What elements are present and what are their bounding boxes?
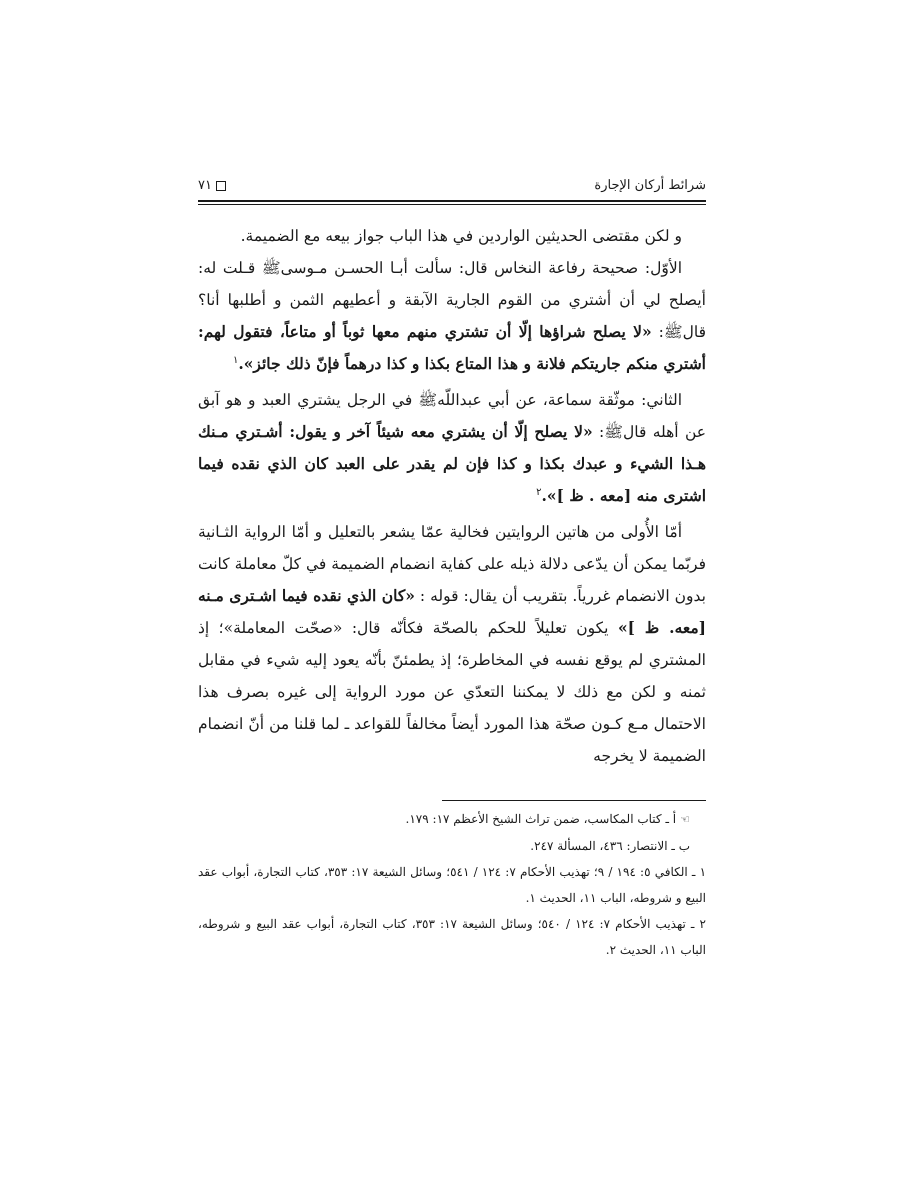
paragraph-text: الأوّل: صحيحة رفاعة النخاس قال: سألت أبـا الحسـن مـوسىﷺ قـلت له: أيصلح لي أن أشتري من القوم الجارية الآبقة و أعطيهم الثمن و أطلبها أنا؟ قالﷺ: <box>198 259 706 341</box>
footnote <box>198 806 706 833</box>
hadith-quote: «كان الذي نقده فيما اشـترى مـنه [معه. ظ ]» <box>198 586 707 637</box>
footnote: ١ ـ الكافي ٥: ١٩٤ / ٩؛ تهذيب الأحكام ٧: ١٢٤ / ٥٤١؛ وسائل الشيعة ١٧: ٣٥٣، كتاب التجارة، أبواب عقد البيع و شروطه، الباب ١١، الحديث ١. <box>198 865 707 905</box>
square-icon <box>216 181 226 191</box>
footnote-ref: ٢ <box>536 486 542 498</box>
paragraph <box>198 516 706 772</box>
header-rule-thin <box>198 204 706 205</box>
body-text <box>198 220 706 772</box>
page-header <box>198 172 706 198</box>
running-title: شرائط أركان الإجارة <box>594 178 706 193</box>
footnote: ٢ ـ تهذيب الأحكام ٧: ١٢٤ / ٥٤٠؛ وسائل الشيعة ١٧: ٣٥٣، كتاب التجارة، أبواب عقد البيع و شروطه، الباب ١١، الحديث ٢. <box>198 917 706 957</box>
paragraph-text: الثاني: موثّقة سماعة، عن أبي عبداللّهﷺ في الرجل يشتري العبد و هو آبق عن أهله قالﷺ: <box>198 391 707 441</box>
header-rule-thick <box>198 200 706 202</box>
footnote-separator <box>442 800 706 801</box>
paragraph: و لكن مقتضى الحديثين الواردين في هذا الباب جواز بيعه مع الضميمة. <box>240 227 682 245</box>
page-number-block <box>198 178 226 193</box>
pointing-hand-icon: ☜ <box>680 813 690 826</box>
hadith-quote: «لا يصلح شراؤها إلّا أن تشتري منهم معها ثوباً أو متاعاً، فتقول لهم: أشتري منكم جاريتكم فلانة و هذا المتاع بكذا و كذا درهماً فإنّ ذلك جائز». <box>198 322 706 373</box>
page-number: ٧١ <box>198 178 212 193</box>
footnote-text: أ ـ كتاب المكاسب، ضمن تراث الشيخ الأعظم ١٧: ١٧٩. <box>405 812 677 826</box>
paragraph-text: أمّا الأُولى من هاتين الروايتين فخالية عمّا يشعر بالتعليل و أمّا الرواية الثـانية فربّما يمكن أن يدّعى دلالة ذيله على كفاية انضمام الضميمة في كلّ معاملة كانت بدون الانضمام غررياً. بتقريب أن يقال: قوله : <box>198 523 706 605</box>
hadith-quote: «لا يصلح إلّا أن يشتري معه شيئاً آخر و يقول: أشـتري مـنك هـذا الشيء و عبدك بكذا و كذا فإن لم يقدر على العبد كان الذي نقده فيما اشترى منه [معه . ظ ]». <box>198 422 706 505</box>
footnotes <box>198 806 706 963</box>
paragraph <box>198 252 706 380</box>
paragraph <box>198 384 706 512</box>
paragraph-text: يكون تعليلاً للحكم بالصحّة فكأنّه قال: «صحّت المعاملة»؛ إذ المشتري لم يوقع نفسه في المخاطرة؛ إذ يطمئنّ بأنّه يعود إليه شيء في مقابل ثمنه و لكن مع ذلك لا يمكننا التعدّي عن مورد الرواية إلى غيره بصرف هذا الاحتمال مـع كـون صحّة هذا المورد أيضاً مخالفاً للقواعد ـ لما قلنا من أنّ انضمام الضميمة لا يخرجه <box>198 619 706 765</box>
footnote: ب ـ الانتصار: ٤٣٦، المسألة ٢٤٧. <box>530 839 690 853</box>
footnote-ref: ١ <box>232 354 239 366</box>
